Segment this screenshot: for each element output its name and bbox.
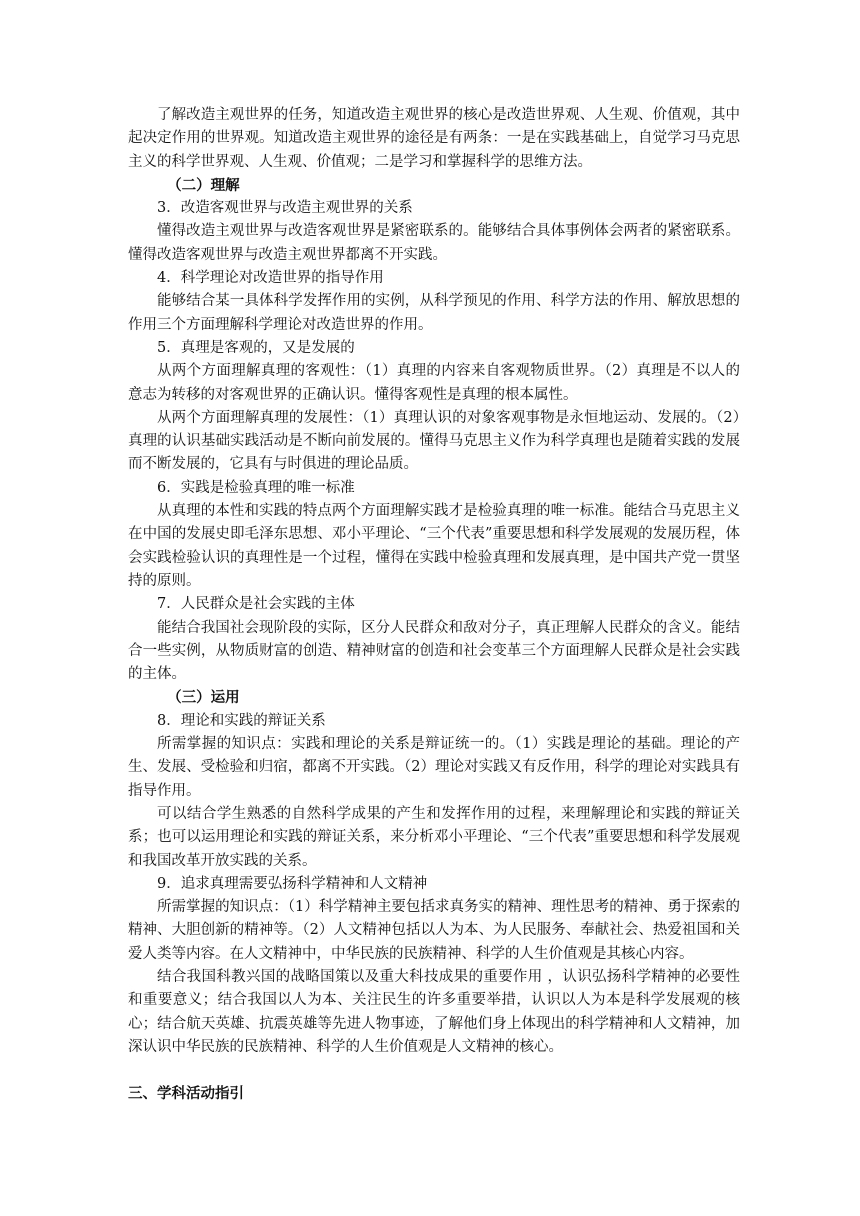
body-paragraph: 所需掌握的知识点：（1）科学精神主要包括求真务实的精神、理性思考的精神、勇于探索的精神、大胆创新的精神等。（2）人文精神包括以人为本、为人民服务、奉献社会、热爱祖国和关爱人类等内容。在人文精神中，中华民族的民族精神、科学的人生价值观是其核心内容。 — [128, 899, 740, 962]
numbered-item-title: 7．人民群众是社会实践的主体 — [157, 596, 355, 613]
body-paragraph: 结合我国科教兴国的战略国策以及重大科技成果的重要作用 ，认识弘扬科学精神的必要性和重要意义；结合我国以人为本、关注民生的许多重要举措，认识以人为本是科学发展观的核心；结合航天英雄、抗震英雄等先进人物事迹，了解他们身上体现出的科学精神和人文精神，加深认识中华民族的民族精神、科学的人生价值观是人文精神的核心。 — [128, 968, 740, 1055]
numbered-item-title: 5．真理是客观的，又是发展的 — [157, 339, 355, 356]
body-paragraph: 所需掌握的知识点：实践和理论的关系是辩证统一的。（1）实践是理论的基础。理论的产生、发展、受检验和归宿，都离不开实践。（2）理论对实践又有反作用，科学的理论对实践具有指导作用。 — [128, 736, 740, 799]
numbered-item-title: 3．改造客观世界与改造主观世界的关系 — [157, 200, 413, 217]
body-paragraph: 从真理的本性和实践的特点两个方面理解实践才是检验真理的唯一标准。能结合马克思主义在中国的发展史即毛泽东思想、邓小平理论、“三个代表”重要思想和科学发展观的发展历程，体会实践检验认识的真理性是一个过程，懂得在实践中检验真理和发展真理，是中国共产党一贯坚持的原则。 — [128, 503, 740, 589]
numbered-item-title: 9．追求真理需要弘扬科学精神和人文精神 — [157, 875, 428, 892]
body-paragraph: 从两个方面理解真理的发展性：（1）真理认识的对象客观事物是永恒地运动、发展的。（2）真理的认识基础实践活动是不断向前发展的。懂得马克思主义作为科学真理也是随着实践的发展而不断发展的，它具有与时俱进的理论品质。 — [128, 409, 740, 473]
section-subheading-understanding: （二）理解 — [167, 176, 240, 194]
document-body — [128, 104, 740, 1105]
body-paragraph: 懂得改造主观世界与改造客观世界是紧密联系的。能够结合具体事例体会两者的紧密联系。懂得改造客观世界与改造主观世界都离不开实践。 — [128, 223, 740, 263]
body-paragraph: 可以结合学生熟悉的自然科学成果的产生和发挥作用的过程，来理解理论和实践的辩证关系；也可以运用理论和实践的辩证关系，来分析邓小平理论、“三个代表”重要思想和科学发展观和我国改革开放实践的关系。 — [128, 805, 740, 869]
section-subheading-application: （三）运用 — [167, 689, 240, 707]
body-paragraph: 能结合我国社会现阶段的实际，区分人民群众和敌对分子，真正理解人民群众的含义。能结合一些实例，从物质财富的创造、精神财富的创造和社会变革三个方面理解人民群众是社会实践的主体。 — [128, 619, 740, 683]
body-paragraph: 从两个方面理解真理的客观性：（1）真理的内容来自客观物质世界。（2）真理是不以人的意志为转移的对客观世界的正确认识。懂得客观性是真理的根本属性。 — [128, 363, 740, 403]
numbered-item-title: 8．理论和实践的辩证关系 — [157, 712, 326, 729]
body-paragraph: 了解改造主观世界的任务，知道改造主观世界的核心是改造世界观、人生观、价值观，其中起决定作用的世界观。知道改造主观世界的途径是有两条：一是在实践基础上，自觉学习马克思主义的科学世界观、人生观、价值观；二是学习和掌握科学的思维方法。 — [128, 107, 740, 170]
section-heading-activity-guide: 三、学科活动指引 — [128, 1085, 244, 1103]
numbered-item-title: 4．科学理论对改造世界的指导作用 — [157, 270, 384, 287]
numbered-item-title: 6．实践是检验真理的唯一标准 — [157, 479, 355, 496]
body-paragraph: 能够结合某一具体科学发挥作用的实例，从科学预见的作用、科学方法的作用、解放思想的作用三个方面理解科学理论对改造世界的作用。 — [128, 293, 740, 333]
